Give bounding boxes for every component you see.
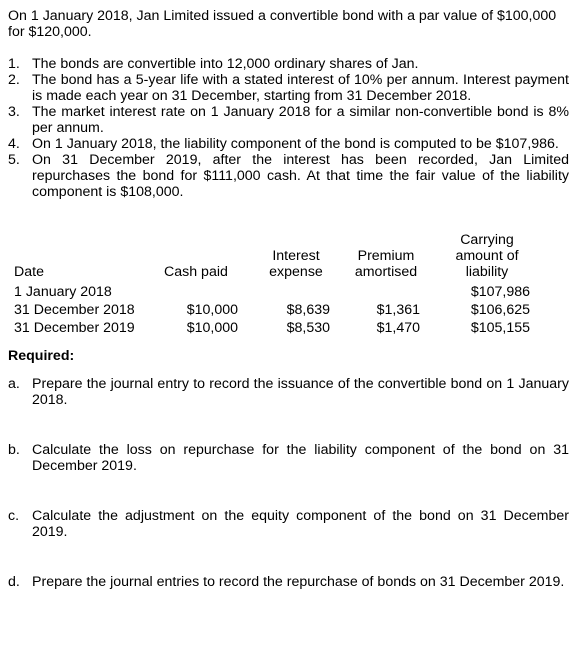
question-a — [8, 376, 569, 408]
header-interest-line2: expense — [269, 264, 323, 280]
header-premium-line1: Premium — [357, 248, 415, 264]
condition-text: The bonds are convertible into 12,000 ordinary shares of Jan. — [32, 56, 419, 72]
row-2-cash-paid: $10,000 — [186, 302, 238, 318]
row-2-interest: $8,639 — [286, 302, 330, 318]
question-text: Prepare the journal entries to record the repurchase of bonds on 31 December 2019. — [32, 574, 565, 590]
condition-number: 1. — [8, 56, 20, 72]
header-carrying-line3: liability — [465, 264, 509, 280]
row-3-date: 31 December 2019 — [14, 320, 135, 336]
row-3-interest: $8,530 — [286, 320, 330, 336]
condition-item — [8, 72, 569, 104]
row-3-premium: $1,470 — [376, 320, 420, 336]
question-text: Prepare the journal entry to record the issuance of the convertible bond on 1 January 2018. — [32, 376, 569, 408]
amortisation-table — [8, 224, 569, 336]
condition-number: 5. — [8, 152, 20, 168]
header-cash-paid: Cash paid — [164, 264, 228, 280]
intro-paragraph: On 1 January 2018, Jan Limited issued a convertible bond with a par value of $100,000 for $120,000. — [8, 8, 557, 40]
question-letter: b. — [8, 442, 20, 458]
header-interest-line1: Interest — [272, 248, 320, 264]
question-b — [8, 442, 569, 474]
required-heading: Required: — [8, 348, 75, 364]
header-carrying-line2: amount of — [455, 248, 519, 264]
condition-item — [8, 152, 569, 200]
row-3-carrying: $105,155 — [470, 320, 530, 336]
question-d — [8, 574, 569, 590]
row-2-date: 31 December 2018 — [14, 302, 135, 318]
condition-number: 3. — [8, 104, 20, 120]
header-date: Date — [14, 264, 44, 280]
condition-item — [8, 56, 569, 72]
header-premium-line2: amortised — [354, 264, 418, 280]
condition-text: The market interest rate on 1 January 2018 for a similar non-convertible bond is 8% per annum. — [32, 104, 569, 136]
question-text: Calculate the adjustment on the equity component of the bond on 31 December 2019. — [32, 508, 569, 540]
condition-text: On 31 December 2019, after the interest has been recorded, Jan Limited repurchases the bond for $111,000 cash. At that time the fair value of the liability component is $108,000. — [32, 152, 569, 200]
condition-text: The bond has a 5-year life with a stated interest of 10% per annum. Interest payment is made each year on 31 December, starting from 31 December 2018. — [32, 72, 569, 104]
question-c — [8, 508, 569, 540]
question-letter: d. — [8, 574, 20, 590]
condition-number: 2. — [8, 72, 20, 88]
row-2-carrying: $106,625 — [470, 302, 530, 318]
question-text: Calculate the loss on repurchase for the liability component of the bond on 31 December 2019. — [32, 442, 569, 474]
row-2-premium: $1,361 — [376, 302, 420, 318]
header-carrying-line1: Carrying — [460, 232, 514, 248]
condition-item — [8, 104, 569, 136]
question-letter: a. — [8, 376, 20, 392]
question-letter: c. — [8, 508, 20, 524]
condition-item — [8, 136, 569, 152]
row-3-cash-paid: $10,000 — [186, 320, 238, 336]
conditions-list — [8, 56, 569, 200]
row-1-carrying: $107,986 — [470, 284, 530, 300]
row-1-date: 1 January 2018 — [14, 284, 112, 300]
condition-number: 4. — [8, 136, 20, 152]
condition-text: On 1 January 2018, the liability component of the bond is computed to be $107,986. — [32, 136, 559, 152]
